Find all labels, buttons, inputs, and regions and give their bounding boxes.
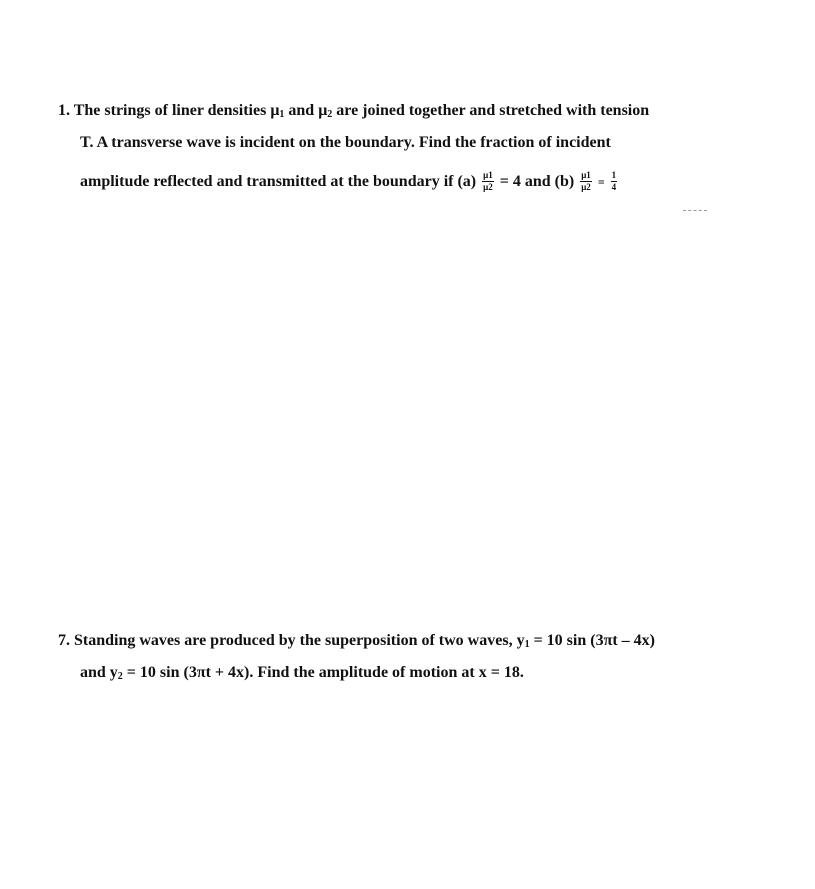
fraction-a-numerator: μ1: [483, 170, 493, 180]
question-1-line-2: [80, 133, 611, 153]
question-7-line-2-end: = 10 sin (3πt + 4x). Find the amplitude of motion at x = 18.: [122, 664, 524, 681]
question-7-sub-1: 1: [524, 639, 530, 650]
question-7-line-2: [80, 663, 524, 687]
fraction-b-numerator: μ1: [581, 170, 591, 180]
scan-dash-mark: [683, 210, 707, 211]
question-1-line-3-mid: = 4 and (b): [499, 173, 575, 191]
fraction-a-denominator: μ2: [483, 182, 493, 192]
fraction-a: [482, 171, 494, 192]
question-7-line-1: [58, 631, 655, 655]
fraction-c: [611, 171, 618, 192]
fraction-c-numerator: 1: [611, 170, 617, 180]
question-1-text-b: and μ: [284, 102, 328, 119]
question-1-sub-2: 2: [327, 109, 333, 120]
question-7-line-2-start: and y: [80, 664, 118, 681]
question-7-text-b: = 10 sin (3πt – 4x): [529, 632, 655, 649]
question-1-line-2-text: T. A transverse wave is incident on the boundary. Find the fraction of incident: [80, 134, 611, 151]
fraction-c-denominator: 4: [611, 182, 617, 192]
question-7-number: 7.: [58, 632, 70, 649]
equals-sign: =: [597, 175, 605, 190]
question-1-text-c: are joined together and stretched with tension: [332, 102, 650, 119]
question-1-line-3: [80, 172, 619, 193]
question-1-number: 1.: [58, 102, 70, 119]
question-1-sub-1: 1: [279, 109, 285, 120]
question-7-text-a: Standing waves are produced by the superposition of two waves, y: [74, 632, 525, 649]
question-7-sub-2: 2: [117, 671, 123, 682]
fraction-b-denominator: μ2: [581, 182, 591, 192]
question-1-line-3-start: amplitude reflected and transmitted at the boundary if (a): [80, 173, 477, 191]
fraction-b: [580, 171, 592, 192]
question-1-line-1: [58, 101, 649, 125]
question-1-text-a: The strings of liner densities μ: [73, 102, 280, 119]
